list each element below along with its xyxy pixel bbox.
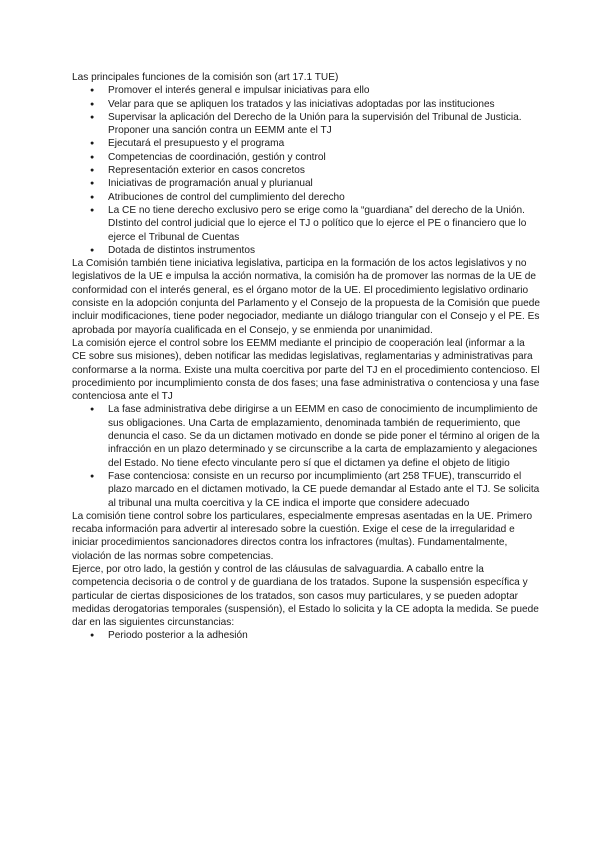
list-item: ● Dotada de distintos instrumentos	[72, 244, 540, 257]
list-item: ● Velar para que se apliquen los tratados y las iniciativas adoptadas por las instituciones	[72, 98, 540, 111]
paragraph-salvaguardia: Ejerce, por otro lado, la gestión y control de las cláusulas de salvaguardia. A caballo entre la competencia decisoria o de control y de guardiana de los tratados. Supone la suspensión específica y particular de ciertas disposiciones de los tratados, son casos muy particulares, y se pueden adoptar medidas derogatorias temporales (suspensión), el Estado lo solicita y la CE adopta la medida. Se puede dar en las siguientes circunstancias:	[72, 563, 539, 629]
list-item: ● Competencias de coordinación, gestión y control	[72, 151, 540, 164]
circumstances-list	[72, 629, 540, 642]
functions-list	[72, 84, 540, 257]
list-item: ● Promover el interés general e impulsar iniciativas para ello	[72, 84, 540, 97]
list-item: ● Iniciativas de programación anual y plurianual	[72, 177, 540, 190]
list-item: ● Atribuciones de control del cumplimiento del derecho	[72, 191, 540, 204]
phases-list	[72, 403, 540, 509]
paragraph-control: La comisión ejerce el control sobre los EEMM mediante el principio de cooperación leal (informar a la CE sobre sus misiones), deben notificar las medidas legislativas, reglamentarias y administrativas para conformarse a la norma. Existe una multa coercitiva por parte del TJ en el procedimiento contencioso. El procedimiento por incumplimiento consta de dos fases; una fase administrativa o contenciosa y una fase contenciosa ante el TJ	[72, 337, 540, 403]
list-item: ● Periodo posterior a la adhesión	[72, 629, 540, 642]
list-item: ● Ejecutará el presupuesto y el programa	[72, 137, 540, 150]
intro-line: Las principales funciones de la comisión son (art 17.1 TUE)	[72, 72, 339, 83]
list-item: ● La fase administrativa debe dirigirse a un EEMM en caso de conocimiento de incumplimiento de sus obligaciones. Una Carta de emplazamiento, denominada también de requerimiento, que denuncia el caso. Se da un dictamen motivado en donde se pide poner el término al origen de la infracción en un plazo determinado y se circunscribe a la carta de emplazamiento y alegaciones del Estado. No tiene efecto vinculante pero sí que el dictamen ya define el objeto de litigio	[72, 403, 540, 469]
list-item: ● Representación exterior en casos concretos	[72, 164, 540, 177]
list-item: ● La CE no tiene derecho exclusivo pero se erige como la “guardiana” del derecho de la Unión. DIstinto del control judicial que lo ejerce el TJ o político que lo ejerce el PE o financiero que lo ejerce el Tribunal de Cuentas	[72, 204, 540, 244]
list-item: ● Fase contenciosa: consiste en un recurso por incumplimiento (art 258 TFUE), transcurrido el plazo marcado en el dictamen motivado, la CE puede demandar al Estado ante el TJ. Se solicita al tribunal una multa coercitiva y la CE indica el importe que considere adecuado	[72, 470, 540, 510]
paragraph-legislativa: La Comisión también tiene iniciativa legislativa, participa en la formación de los actos legislativos y no legislativos de la UE e impulsa la acción normativa, la comisión ha de promover las normas de la UE de conformidad con el interés general, es el órgano motor de la UE. El procedimiento legislativo ordinario consiste en la adopción conjunta del Parlamento y el Consejo de la propuesta de la Comisión que puede incluir modificaciones, tiene poder negociador, mediante un diálogo triangular con el Consejo y el PE. Es aprobada por mayoría cualificada en el Consejo, y se enmienda por unanimidad.	[72, 258, 540, 336]
list-item: ● Supervisar la aplicación del Derecho de la Unión para la supervisión del Tribunal de Justicia. Proponer una sanción contra un EEMM ante el TJ	[72, 111, 540, 138]
paragraph-particulares: La comisión tiene control sobre los particulares, especialmente empresas asentadas en la UE. Primero recaba información para advertir al interesado sobre la cuestión. Exige el cese de la irregularidad e iniciar procedimientos sancionadores directos contra los infractores (multas). Fundamentalmente, violación de las normas sobre competencias.	[72, 510, 533, 562]
